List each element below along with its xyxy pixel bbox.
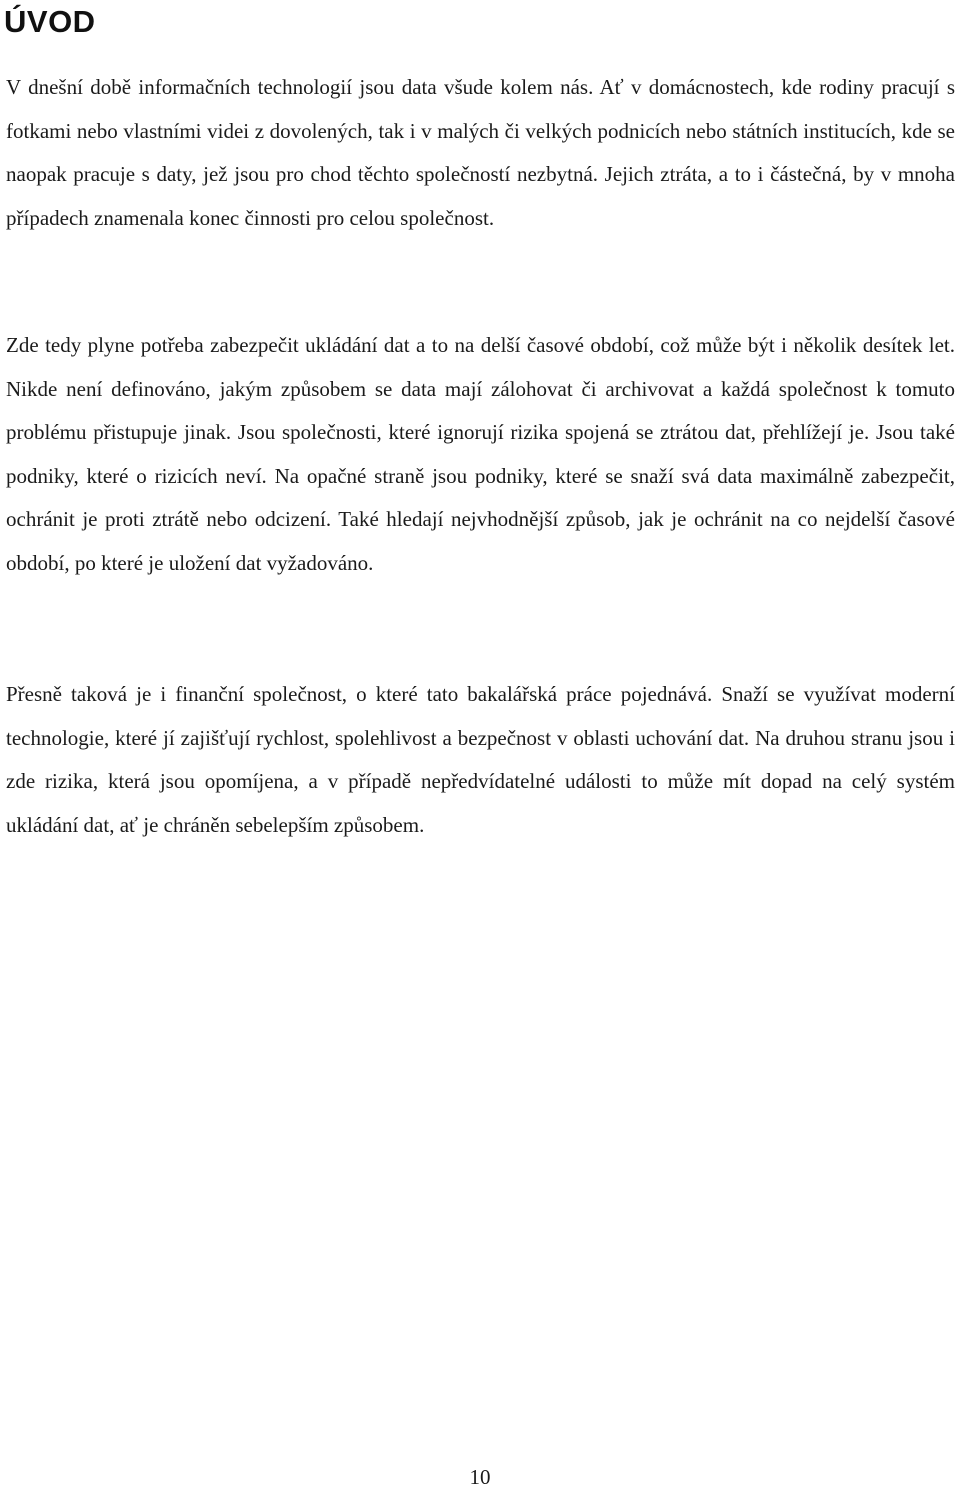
page-number: 10	[469, 1465, 491, 1489]
paragraph-backup-needs: Zde tedy plyne potřeba zabezpečit ukládání dat a to na delší časové období, což může být i několik desítek let. Nikde není definováno, jakým způsobem se data mají zálohovat či archivovat a každá společnost k tomuto problému přistupuje jinak. Jsou společnosti, které ignorují rizika spojená se ztrátou dat, přehlížejí je. Jsou také podniky, které o rizicích neví. Na opačné straně jsou podniky, které se snaží svá data maximálně zabezpečit, ochránit je proti ztrátě nebo odcizení. Také hledají nejvhodnější způsob, jak je ochránit na co nejdelší časové období, po které je uložení dat vyžadováno.	[6, 333, 955, 575]
paragraph-intro: V dnešní době informačních technologií jsou data všude kolem nás. Ať v domácnostech, kde rodiny pracují s fotkami nebo vlastními videi z dovolených, tak i v malých či velkých podnicích nebo státních institucích, kde se naopak pracuje s daty, jež jsou pro chod těchto společností nezbytná. Jejich ztráta, a to i částečná, by v mnoha případech znamenala konec činnosti pro celou společnost.	[6, 75, 955, 230]
paragraph-financial-company: Přesně taková je i finanční společnost, o které tato bakalářská práce pojednává. Snaží se využívat moderní technologie, které jí zajišťují rychlost, spolehlivost a bezpečnost v oblasti uchování dat. Na druhou stranu jsou i zde rizika, která jsou opomíjena, a v případě nepředvídatelné události to může mít dopad na celý systém ukládání dat, ať je chráněn sebelepším způsobem.	[6, 682, 955, 837]
section-heading: ÚVOD	[4, 4, 96, 39]
